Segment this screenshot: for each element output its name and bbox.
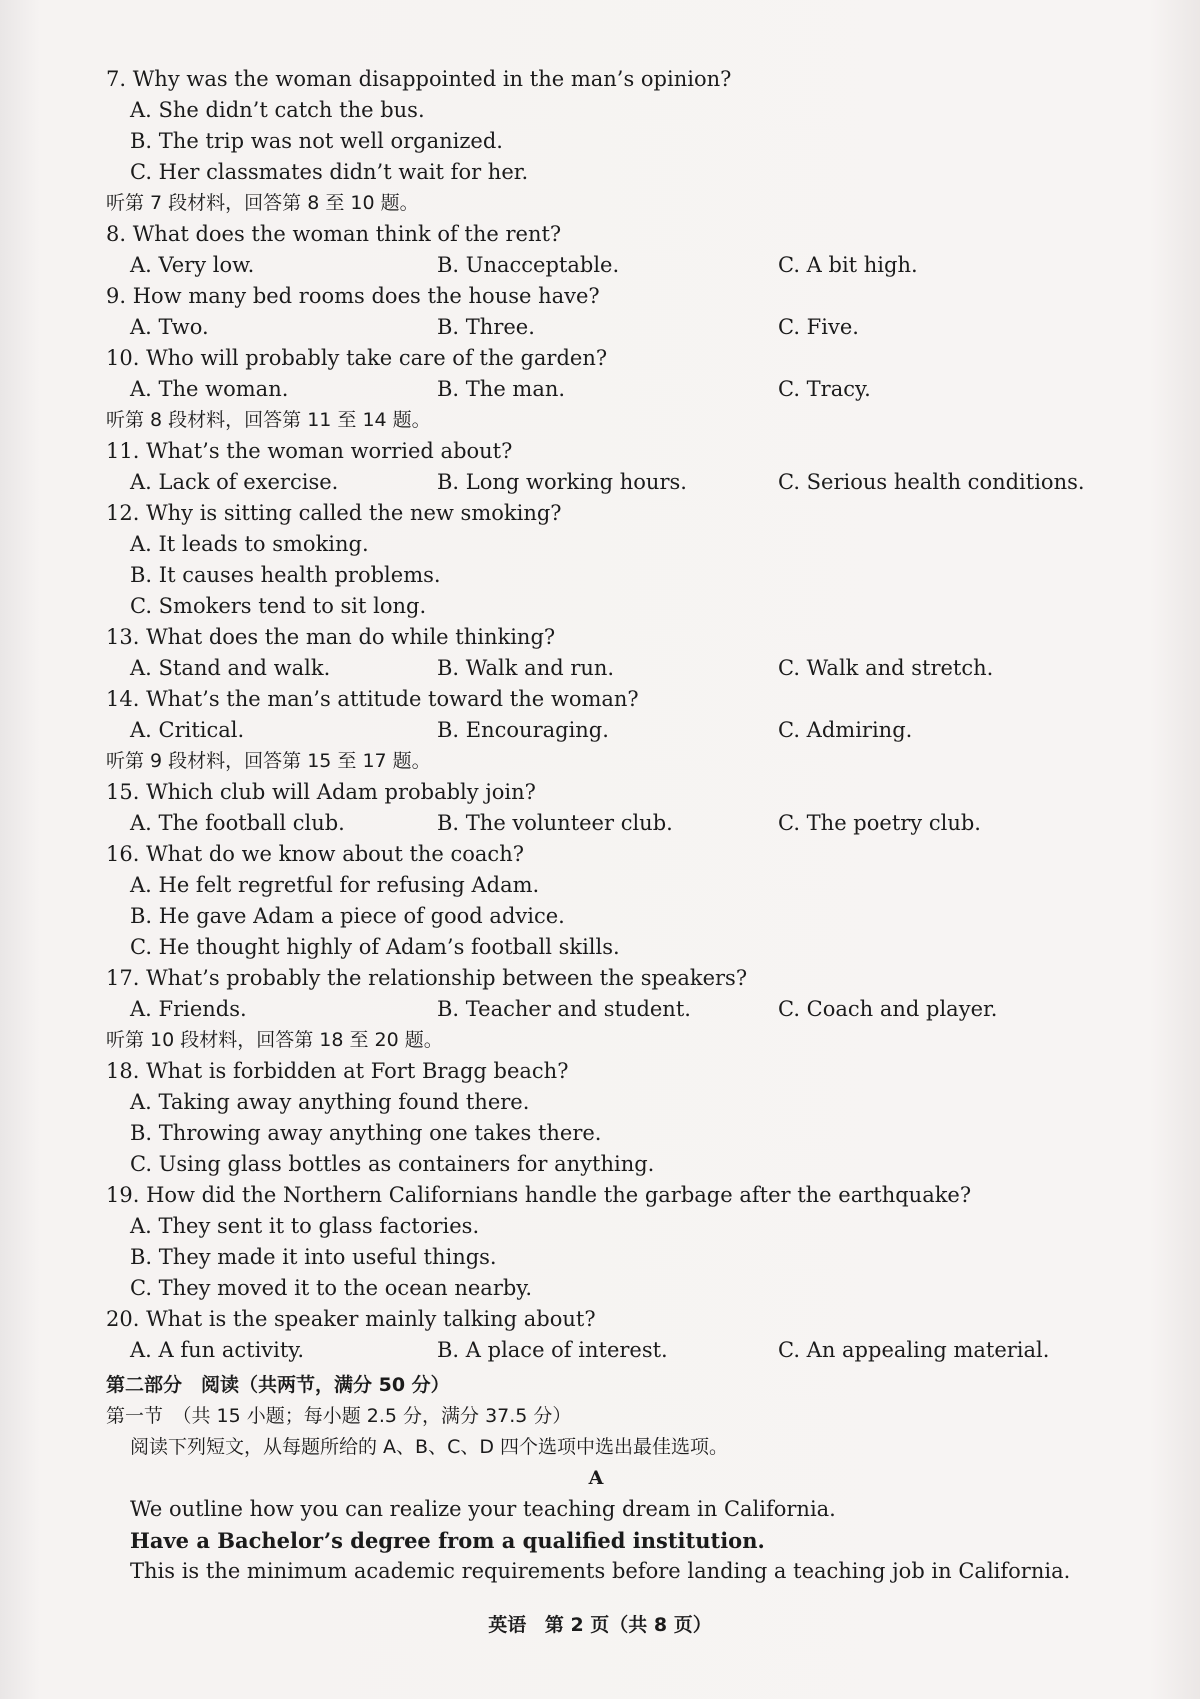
q9-options [130,312,1086,343]
page-footer [0,1610,1200,1637]
question-9: 9. How many bed rooms does the house have? [106,284,600,308]
question-16: 16. What do we know about the coach? [106,842,524,866]
question-20: 20. What is the speaker mainly talking about? [106,1307,596,1331]
question-12: 12. Why is sitting called the new smoking? [106,501,562,525]
q14-option-b: B. Encouraging. [437,718,609,742]
question-10: 10. Who will probably take care of the garden? [106,346,608,370]
question-14: 14. What’s the man’s attitude toward the woman? [106,687,639,711]
q13-option-b: B. Walk and run. [437,656,615,680]
question-7: 7. Why was the woman disappointed in the man’s opinion? [106,67,732,91]
q20-option-c: C. An appealing material. [778,1338,1050,1362]
q17-options [130,994,1086,1025]
part-2-section-1: 第一节 （共 15 小题；每小题 2.5 分，满分 37.5 分） [106,1405,572,1427]
q18-option-b: B. Throwing away anything one takes there. [130,1121,602,1145]
passage-heading: Have a Bachelor’s degree from a qualified institution. [130,1528,765,1553]
q9-option-a: A. Two. [130,315,209,339]
reading-instruction: 阅读下列短文，从每题所给的 A、B、C、D 四个选项中选出最佳选项。 [130,1436,729,1458]
part-2-heading: 第二部分 阅读（共两节，满分 50 分） [106,1374,450,1396]
question-11: 11. What’s the woman worried about? [106,439,513,463]
q11-options [130,467,1086,498]
section-7-instruction: 听第 7 段材料，回答第 8 至 10 题。 [106,192,419,214]
q13-option-c: C. Walk and stretch. [778,656,994,680]
question-19: 19. How did the Northern Californians handle the garbage after the earthquake? [106,1183,972,1207]
q17-option-c: C. Coach and player. [778,997,998,1021]
q18-option-a: A. Taking away anything found there. [130,1090,530,1114]
q7-option-a: A. She didn’t catch the bus. [130,98,425,122]
q17-option-a: A. Friends. [130,997,247,1021]
question-18: 18. What is forbidden at Fort Bragg beach? [106,1059,569,1083]
section-8-instruction: 听第 8 段材料，回答第 11 至 14 题。 [106,409,431,431]
q20-option-a: A. A fun activity. [130,1338,305,1362]
q20-options [130,1335,1086,1366]
q11-option-b: B. Long working hours. [437,470,687,494]
q10-option-a: A. The woman. [130,377,289,401]
footer-page-number: 第 2 页（共 8 页） [544,1614,712,1636]
footer-subject: 英语 [488,1614,527,1636]
q15-option-a: A. The football club. [130,811,345,835]
q9-option-c: C. Five. [778,315,859,339]
section-9-instruction: 听第 9 段材料，回答第 15 至 17 题。 [106,750,431,772]
q14-option-a: A. Critical. [130,718,245,742]
q7-option-c: C. Her classmates didn’t wait for her. [130,160,529,184]
q16-option-c: C. He thought highly of Adam’s football skills. [130,935,620,959]
q12-option-c: C. Smokers tend to sit long. [130,594,427,618]
q18-option-c: C. Using glass bottles as containers for anything. [130,1152,655,1176]
q16-option-a: A. He felt regretful for refusing Adam. [130,873,540,897]
page-content [106,64,1086,1587]
section-10-instruction: 听第 10 段材料，回答第 18 至 20 题。 [106,1029,443,1051]
q10-option-c: C. Tracy. [778,377,871,401]
q10-option-b: B. The man. [437,377,566,401]
q19-option-c: C. They moved it to the ocean nearby. [130,1276,533,1300]
q14-option-c: C. Admiring. [778,718,913,742]
passage-paragraph-1: We outline how you can realize your teaching dream in California. [130,1497,836,1521]
question-8: 8. What does the woman think of the rent? [106,222,562,246]
q20-option-b: B. A place of interest. [437,1338,668,1362]
passage-label: A [588,1467,604,1489]
q8-options [130,250,1086,281]
q11-option-a: A. Lack of exercise. [130,470,339,494]
q15-options [130,808,1086,839]
question-17: 17. What’s probably the relationship between the speakers? [106,966,748,990]
q13-options [130,653,1086,684]
q8-option-c: C. A bit high. [778,253,918,277]
q19-option-b: B. They made it into useful things. [130,1245,497,1269]
q7-option-b: B. The trip was not well organized. [130,129,503,153]
q9-option-b: B. Three. [437,315,535,339]
q8-option-a: A. Very low. [130,253,255,277]
q13-option-a: A. Stand and walk. [130,656,331,680]
q10-options [130,374,1086,405]
q19-option-a: A. They sent it to glass factories. [130,1214,480,1238]
question-15: 15. Which club will Adam probably join? [106,780,536,804]
q15-option-b: B. The volunteer club. [437,811,673,835]
question-13: 13. What does the man do while thinking? [106,625,556,649]
q11-option-c: C. Serious health conditions. [778,470,1085,494]
q15-option-c: C. The poetry club. [778,811,981,835]
q12-option-a: A. It leads to smoking. [130,532,369,556]
q14-options [130,715,1086,746]
q12-option-b: B. It causes health problems. [130,563,441,587]
q16-option-b: B. He gave Adam a piece of good advice. [130,904,565,928]
q17-option-b: B. Teacher and student. [437,997,691,1021]
passage-paragraph-2: This is the minimum academic requirements before landing a teaching job in California. [130,1559,1071,1583]
q8-option-b: B. Unacceptable. [437,253,620,277]
